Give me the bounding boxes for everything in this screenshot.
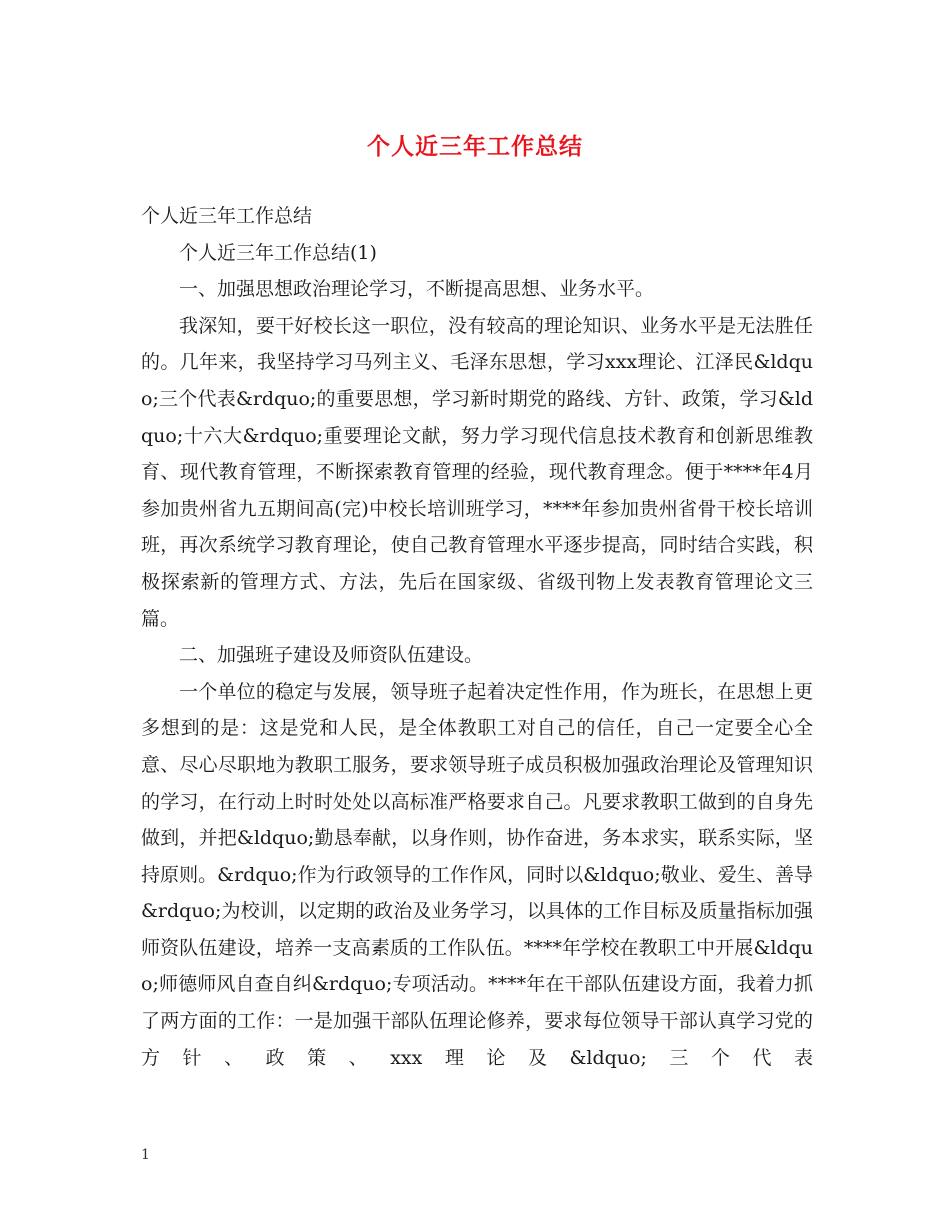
paragraph-body: 我深知，要干好校长这一职位，没有较高的理论知识、业务水平是无法胜任的。几年来，我坚持学习马列主义、毛泽东思想，学习xxx理论、江泽民&ldquo;三个代表&rdquo;的重要思想，学习新时期党的路线、方针、政策，学习&ldquo;十六大&rdquo;重要理论文献，努力学习现代信息技术教育和创新思维教育、现代教育管理，不断探索教育管理的经验，现代教育理念。便于****年4月参加贵州省九五期间高(完)中校长培训班学习，****年参加贵州省骨干校长培训班，再次系统学习教育理论，使自己教育管理水平逐步提高，同时结合实践，积极探索新的管理方式、方法，先后在国家级、省级刊物上发表教育管理论文三篇。 [141,314,813,630]
page-number: 1 [141,1147,150,1163]
document-title: 个人近三年工作总结 [367,133,583,160]
paragraph-subtitle: 个人近三年工作总结(1) [179,241,377,264]
paragraph-body: 一个单位的稳定与发展，领导班子起着决定性作用，作为班长，在思想上更多想到的是：这是党和人民，是全体教职工对自己的信任，自己一定要全心全意、尽心尽职地为教职工服务，要求领导班子成员积极加强政治理论及管理知识的学习，在行动上时时处处以高标准严格要求自己。凡要求教职工做到的自身先做到，并把&ldquo;勤恳奉献，以身作则，协作奋进，务本求实，联系实际，坚持原则。&rdquo;作为行政领导的工作作风，同时以&ldquo;敬业、爱生、善导&rdquo;为校训，以定期的政治及业务学习，以具体的工作目标及质量指标加强师资队伍建设，培养一支高素质的工作队伍。****年学校在教职工中开展&ldquo;师德师风自查自纠&rdquo;专项活动。****年在干部队伍建设方面，我着力抓了两方面的工作：一是加强干部队伍理论修养，要求每位领导干部认真学习党的方针、政策、xxx理论及&ldquo;三个代表 [141,680,813,1069]
paragraph-heading: 个人近三年工作总结 [141,205,313,227]
document-body [141,198,813,1076]
section-heading-1: 一、加强思想政治理论学习，不断提高思想、业务水平。 [179,278,655,301]
section-heading-2: 二、加强班子建设及师资队伍建设。 [179,644,484,667]
